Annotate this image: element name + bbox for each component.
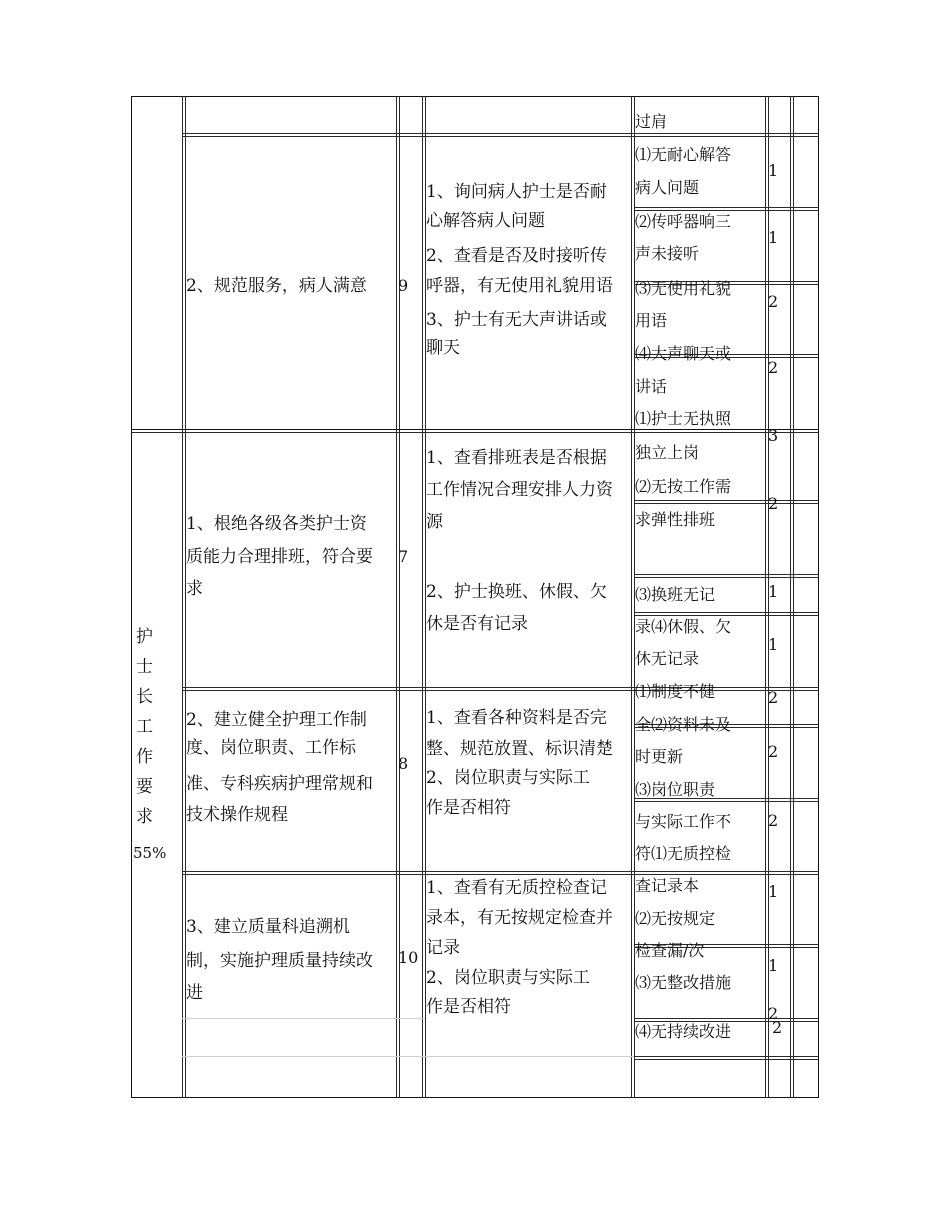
score-value: 7 [398, 547, 409, 566]
score-value: 8 [398, 754, 409, 773]
item-text: 2、规范服务，病人满意 [186, 276, 367, 296]
score-value: 9 [398, 276, 409, 295]
category-percent: 55% [133, 844, 167, 862]
document-page: 护 士 长 工 作 要 求 55% 2、规范服务，病人满意 9 1、询问病人护士是否耐 心解答病人问题 2、查看是否及时接听传 呼器，有无使用礼貌用语 3、护士有无大声讲话或 聊天 1、根绝各级各类护士资 质能力合理排班，符合要 求 7 1、查看排班表是否根据 工作情况合理安排人力资 源 2、护士换班、休假、欠 休是否有记录 2、建立健全护理工作制 度、岗位职责、工作标 准、专科疾病护理常规和 技术操作规程 8 1、查看各种资料是否完 整、规范放置、标识清楚 2、岗位职责与实际工 作是否相符 3、建立质量科追溯机 制，实施护理质量持续改 进 10 1、查看有无质控检查记 录本，有无按规定检查并 记录 2、岗位职责与实际工 作是否相符 过肩 ⑴无耐心解答 病人问题 ⑵传呼器响三 声未接听 ⑶无使用礼貌 用语 ⑷大声聊天或 讲话 ⑴护士无执照 独立上岗 ⑵无按工作需 求弹性排班 ⑶换班无记 录⑷休假、欠 休无记录 ⑴制度不健 全⑵资料未及 时更新 ⑶岗位职责 与实际工作不 符⑴无质控检 查记录本 ⑵无按规定 检查漏/次 ⑶无整改措施 ⑷无持续改进 1 1 2 2 3 2 1 1 2 2 2 1 1 2 2 [0, 0, 950, 1229]
score-value: 10 [398, 948, 419, 967]
category-label: 护 士 长 工 作 要 求 [136, 627, 153, 827]
